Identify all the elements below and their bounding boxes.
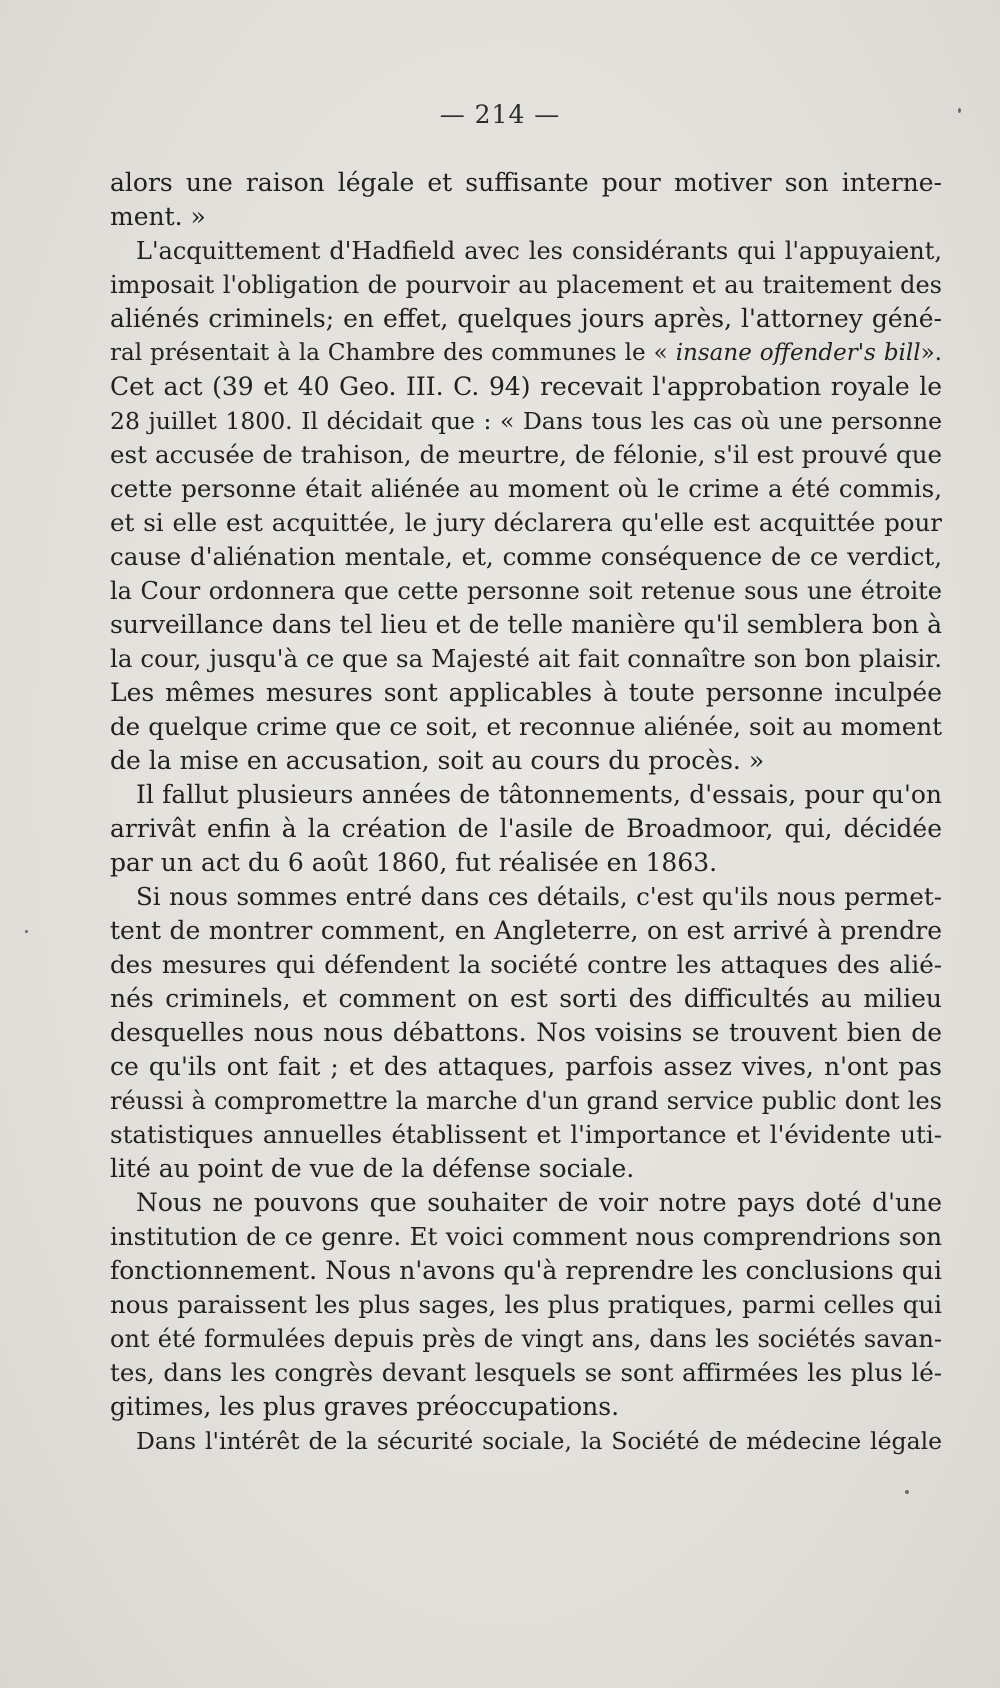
text-line-content: Si nous sommes entré dans ces détails, c'est qu'ils nous permet- [136,882,942,911]
text-line-content: arrivât enfin à la création de l'asile de Broadmoor, qui, décidée [110,814,942,843]
text-line-content: gitimes, les plus graves préoccupations. [110,1392,620,1421]
text-line [110,166,942,200]
text-line-content: L'acquittement d'Hadfield avec les considérants qui l'appuyaient, [136,237,942,265]
text-line-content: Nous ne pouvons que souhaiter de voir notre pays doté d'une [136,1188,942,1217]
paper-speck [905,1490,909,1494]
text-line-content: nous paraissent les plus sages, les plus pratiques, parmi celles qui [110,1290,942,1319]
text-line [110,778,942,812]
text-line-content: cette personne était aliénée au moment où le crime a été commis, [110,474,942,503]
text-line-content: aliénés criminels; en effet, quelques jours après, l'attorney géné- [110,304,942,333]
text-line [110,608,942,642]
text-line [110,1288,942,1322]
text-line [110,914,942,948]
text-line [110,880,942,914]
text-line-content: desquelles nous nous débattons. Nos voisins se trouvent bien de [110,1018,942,1047]
text-line-content: nés criminels, et comment on est sorti des difficultés au milieu [110,984,942,1013]
text-line [110,302,942,336]
text-line-content: tent de montrer comment, en Angleterre, on est arrivé à prendre [110,916,942,945]
text-line [110,982,942,1016]
text-line [110,438,942,472]
text-line [110,1390,942,1424]
text-line [110,846,942,880]
text-line [110,744,942,778]
text-line-content: tes, dans les congrès devant lesquels se sont affirmées les plus lé- [110,1358,942,1387]
text-line [110,1322,942,1356]
text-line [110,812,942,846]
body-text [110,166,942,1458]
page-number: — 214 — [439,100,561,129]
paper-speck [958,108,961,113]
text-line [110,1084,942,1118]
italic-title: insane offender's bill [675,340,921,366]
text-line [110,336,942,370]
text-line-content: Cet act (39 et 40 Geo. III. C. 94) recevait l'approbation royale le [110,372,942,401]
text-line-content: ont été formulées depuis près de vingt ans, dans les sociétés savan- [110,1325,942,1353]
text-line [110,540,942,574]
text-line-content: 28 juillet 1800. Il décidait que : « Dans tous les cas où une personne [110,407,942,435]
text-line [110,506,942,540]
text-line [110,710,942,744]
text-line [110,1118,942,1152]
text-line [110,1186,942,1220]
text-line-content: Dans l'intérêt de la sécurité sociale, la Société de médecine légale [136,1427,942,1455]
text-line-content: lité au point de vue de la défense sociale. [110,1154,635,1183]
text-line-content: statistiques annuelles établissent et l'importance et l'évidente uti- [110,1120,942,1149]
paper-speck [25,930,28,933]
text-line [110,1254,942,1288]
text-line-content: Les mêmes mesures sont applicables à toute personne inculpée [110,678,942,707]
text-line-content: institution de ce genre. Et voici comment nous comprendrions son [110,1222,942,1251]
text-line-content: Il fallut plusieurs années de tâtonnements, d'essais, pour qu'on [136,780,942,809]
text-line-content: réussi à compromettre la marche d'un grand service public dont les [110,1087,942,1115]
text-line-content: et si elle est acquittée, le jury déclarera qu'elle est acquittée pour [110,508,942,537]
text-line-content: de quelque crime que ce soit, et reconnue aliénée, soit au moment [110,712,942,741]
text-line [110,1424,942,1458]
text-line [110,1050,942,1084]
text-line [110,676,942,710]
text-line [110,1220,942,1254]
text-line-content: des mesures qui défendent la société contre les attaques des alié- [110,950,942,979]
text-line-content: ment. » [110,202,206,231]
text-line-content: imposait l'obligation de pourvoir au placement et au traitement des [110,271,942,299]
text-line [110,200,942,234]
text-line [110,948,942,982]
text-line [110,370,942,404]
text-line-content: ce qu'ils ont fait ; et des attaques, parfois assez vives, n'ont pas [110,1052,942,1081]
text-line-content: ral présentait à la Chambre des communes le « [110,340,676,366]
text-line-content: est accusée de trahison, de meurtre, de félonie, s'il est prouvé que [110,440,942,469]
text-line-content: la cour, jusqu'à ce que sa Majesté ait fait connaître son bon plaisir. [110,644,942,673]
text-line [110,234,942,268]
text-line [110,472,942,506]
text-line-content: par un act du 6 août 1860, fut réalisée en 1863. [110,848,718,877]
text-line [110,642,942,676]
text-line [110,574,942,608]
text-line-content: alors une raison légale et suffisante pour motiver son interne- [110,168,942,197]
text-line-content: de la mise en accusation, soit au cours du procès. » [110,746,765,775]
text-line [110,404,942,438]
text-line [110,268,942,302]
text-line-content: la Cour ordonnera que cette personne soit retenue sous une étroite [110,577,942,605]
text-line-content: cause d'aliénation mentale, et, comme conséquence de ce verdict, [110,542,942,571]
text-line [110,1152,942,1186]
text-line [110,1356,942,1390]
text-line-tail: ». [920,340,942,366]
text-line-content: surveillance dans tel lieu et de telle manière qu'il semblera bon à [110,610,942,639]
text-line [110,1016,942,1050]
text-line-content: fonctionnement. Nous n'avons qu'à reprendre les conclusions qui [110,1256,942,1285]
